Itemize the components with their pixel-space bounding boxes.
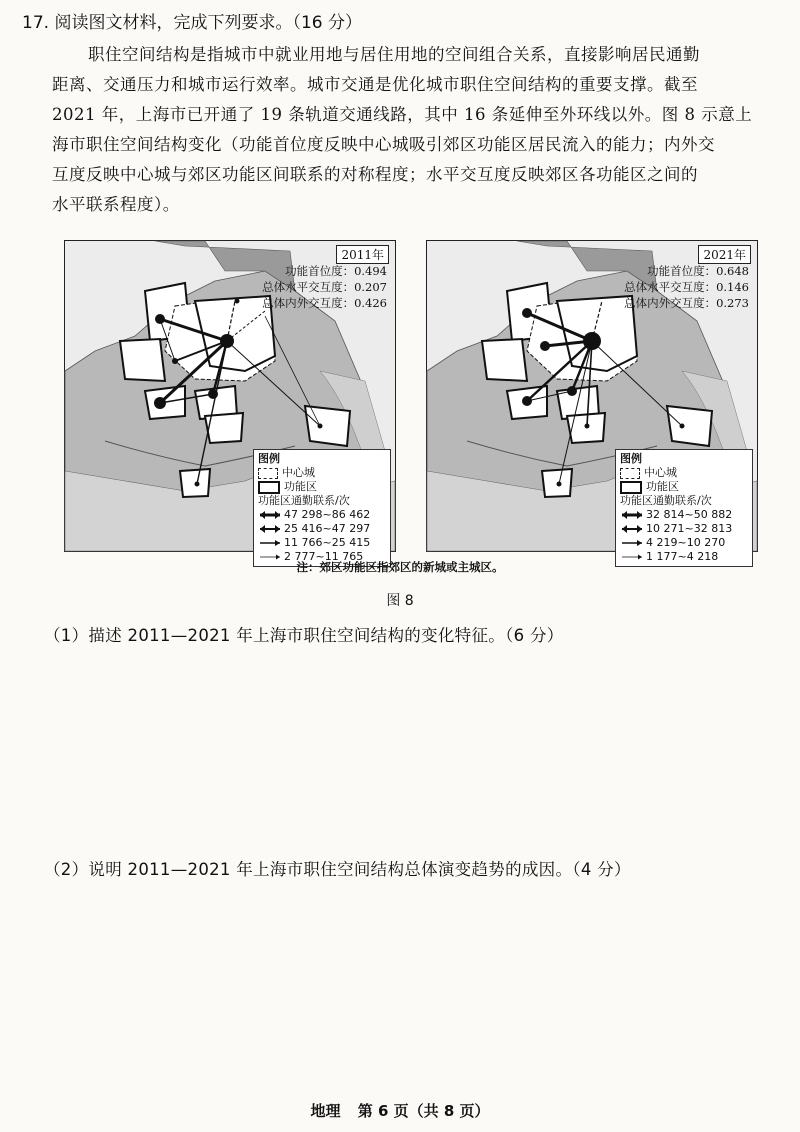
sub-question-2: （2）说明 2011—2021 年上海市职住空间结构总体演变趋势的成因。（4 分） (44, 860, 631, 879)
stat-horizontal: 总体水平交互度：0.146 (624, 280, 749, 294)
center-swatch (620, 468, 640, 479)
legend-range: 1 177~4 218 (620, 550, 748, 564)
func-swatch (620, 481, 642, 494)
legend-center: 中心城 (258, 466, 386, 480)
legend-range: 10 271~32 813 (620, 522, 748, 536)
stat-primacy: 功能首位度：0.494 (285, 264, 387, 278)
map-2011 (64, 240, 396, 563)
stat-horizontal: 总体水平交互度：0.207 (262, 280, 387, 294)
material-line: 距离、交通压力和城市运行效率。城市交通是优化城市职住空间结构的重要支撑。截至 (52, 75, 698, 94)
material-line: 水平联系程度）。 (52, 195, 180, 214)
material-line: 互度反映中心城与郊区功能区间联系的对称程度；水平交互度反映郊区各功能区之间的 (52, 165, 698, 184)
material-line: 职住空间结构是指城市中就业用地与居住用地的空间组合关系，直接影响居民通勤 (88, 45, 700, 64)
func-swatch (258, 481, 280, 494)
material-line: 海市职住空间结构变化（功能首位度反映中心城吸引郊区功能区居民流入的能力；内外交 (52, 135, 715, 154)
legend-range: 11 766~25 415 (258, 536, 386, 550)
legend-range: 25 416~47 297 (258, 522, 386, 536)
sub-question-1: （1）描述 2011—2021 年上海市职住空间结构的变化特征。（6 分） (44, 626, 564, 645)
legend-title: 图例 (620, 452, 642, 465)
legend-title: 图例 (258, 452, 280, 465)
legend-link-title: 功能区通勤联系/次 (258, 494, 350, 507)
legend-func: 功能区 (620, 480, 748, 494)
map-year-label: 2011年 (336, 245, 389, 264)
question-material (52, 40, 772, 220)
figure-note: 注：郊区功能区指郊区的新城或主城区。 (296, 560, 504, 574)
footer-subject: 地理 (310, 1102, 341, 1120)
legend-center: 中心城 (620, 466, 748, 480)
legend-func: 功能区 (258, 480, 386, 494)
footer-page-number: 第 6 页（共 8 页） (357, 1102, 490, 1120)
stat-inout: 总体内外交互度：0.273 (624, 296, 749, 310)
stat-inout: 总体内外交互度：0.426 (262, 296, 387, 310)
map-2021 (426, 240, 758, 563)
question-title: 17. 阅读图文材料，完成下列要求。（16 分） (22, 13, 362, 33)
legend-link-title: 功能区通勤联系/次 (620, 494, 712, 507)
legend-range: 4 219~10 270 (620, 536, 748, 550)
page-footer (0, 1100, 800, 1121)
map-year-label: 2021年 (698, 245, 751, 264)
legend-range: 2 777~11 765 (258, 550, 386, 564)
figure-caption: 图 8 (386, 593, 414, 609)
map-legend (615, 449, 753, 567)
material-line: 2021 年，上海市已开通了 19 条轨道交通线路，其中 16 条延伸至外环线以外。图 8 示意上 (52, 105, 753, 124)
legend-range: 32 814~50 882 (620, 508, 748, 522)
center-swatch (258, 468, 278, 479)
map-legend (253, 449, 391, 567)
stat-primacy: 功能首位度：0.648 (647, 264, 749, 278)
legend-range: 47 298~86 462 (258, 508, 386, 522)
